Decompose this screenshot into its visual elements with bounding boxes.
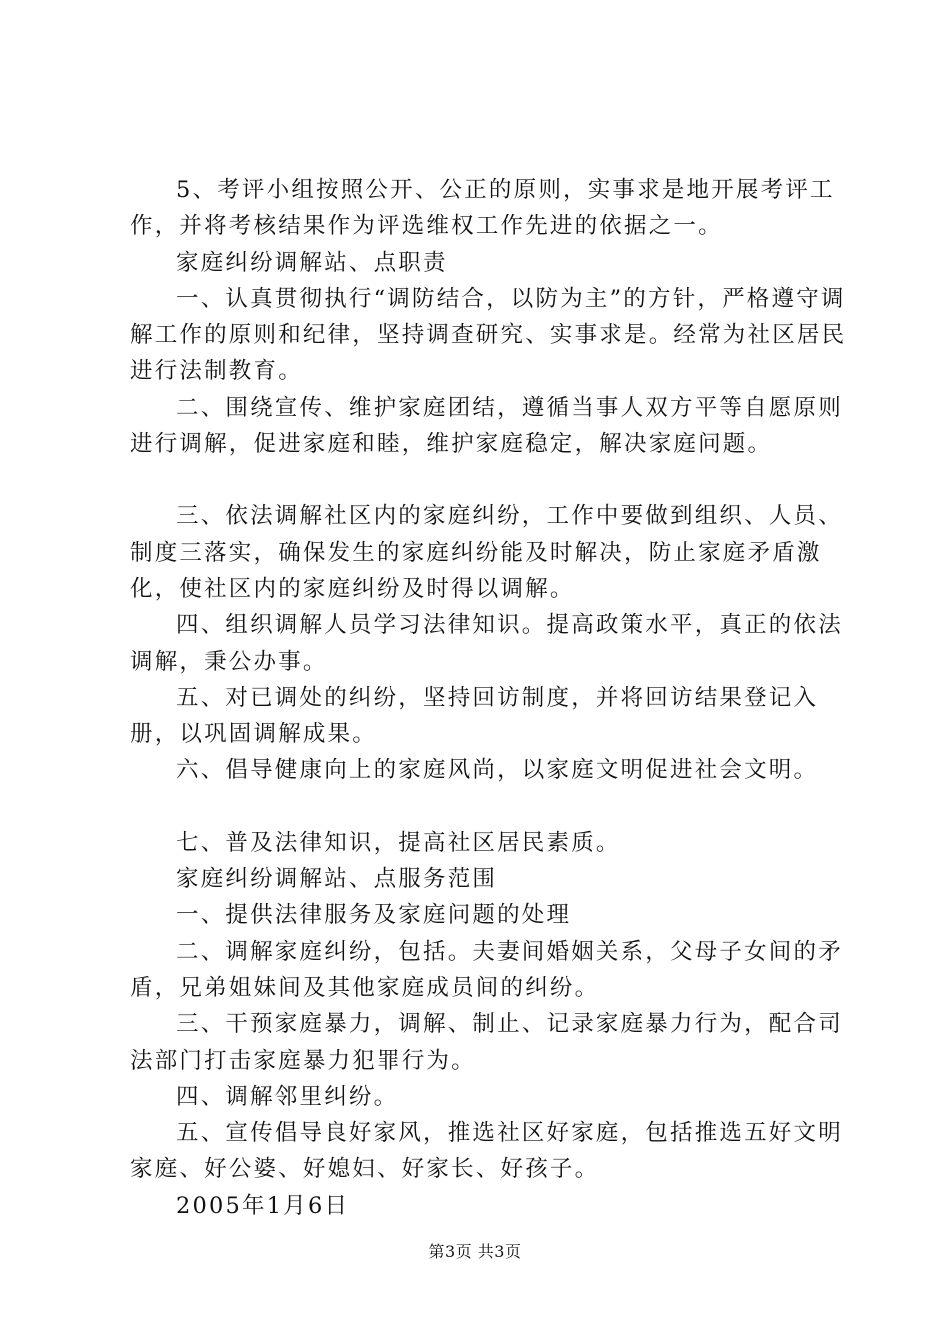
paragraph-scope-2: 二、调解家庭纠纷，包括。夫妻间婚姻关系，父母子女间的矛盾，兄弟姐妹间及其他家庭成员间的纠纷。 <box>130 938 843 1001</box>
paragraph-duty-1: 一、认真贯彻执行“调防结合，以防为主”的方针，严格遵守调解工作的原则和纪律，坚持调查研究、实事求是。经常为社区居民进行法制教育。 <box>130 285 847 385</box>
paragraph-scope-5: 五、宣传倡导良好家风，推选社区好家庭，包括推选五好文明家庭、好公婆、好媳妇、好家长、好孩子。 <box>130 1120 843 1183</box>
paragraph-duty-5: 五、对已调处的纠纷，坚持回访制度，并将回访结果登记入册，以巩固调解成果。 <box>130 684 819 748</box>
paragraph-duty-4: 四、组织调解人员学习法律知识。提高政策水平，真正的依法调解，秉公办事。 <box>130 612 843 675</box>
paragraph-scope-1: 一、提供法律服务及家庭问题的处理 <box>176 902 572 929</box>
document-date: 2005年1月6日 <box>176 1192 350 1219</box>
paragraph-scope-4: 四、调解邻里纠纷。 <box>176 1083 399 1110</box>
paragraph-spacer <box>130 462 860 498</box>
heading-service-scope: 家庭纠纷调解站、点服务范围 <box>176 866 498 893</box>
heading-mediation-duties: 家庭纠纷调解站、点职责 <box>176 249 448 276</box>
page-number-footer: 第3页 共3页 <box>428 1242 522 1261</box>
document-body <box>130 172 860 1224</box>
paragraph-evaluation-principle: 5、考评小组按照公开、公正的原则，实事求是地开展考评工作，并将考核结果作为评选维权工作先进的依据之一。 <box>130 177 835 240</box>
paragraph-scope-3: 三、干预家庭暴力，调解、制止、记录家庭暴力行为，配合司法部门打击家庭暴力犯罪行为。 <box>130 1011 843 1074</box>
paragraph-duty-3: 三、依法调解社区内的家庭纠纷，工作中要做到组织、人员、制度三落实，确保发生的家庭纠纷能及时解决，防止家庭矛盾激化，使社区内的家庭纠纷及时得以调解。 <box>130 503 843 602</box>
paragraph-duty-6: 六、倡导健康向上的家庭风尚，以家庭文明促进社会文明。 <box>176 757 819 784</box>
paragraph-duty-2: 二、围绕宣传、维护家庭团结，遵循当事人双方平等自愿原则进行调解，促进家庭和睦，维护家庭稳定，解决家庭问题。 <box>130 394 843 458</box>
paragraph-duty-7: 七、普及法律知识，提高社区居民素质。 <box>176 829 621 856</box>
paragraph-spacer <box>130 789 860 825</box>
